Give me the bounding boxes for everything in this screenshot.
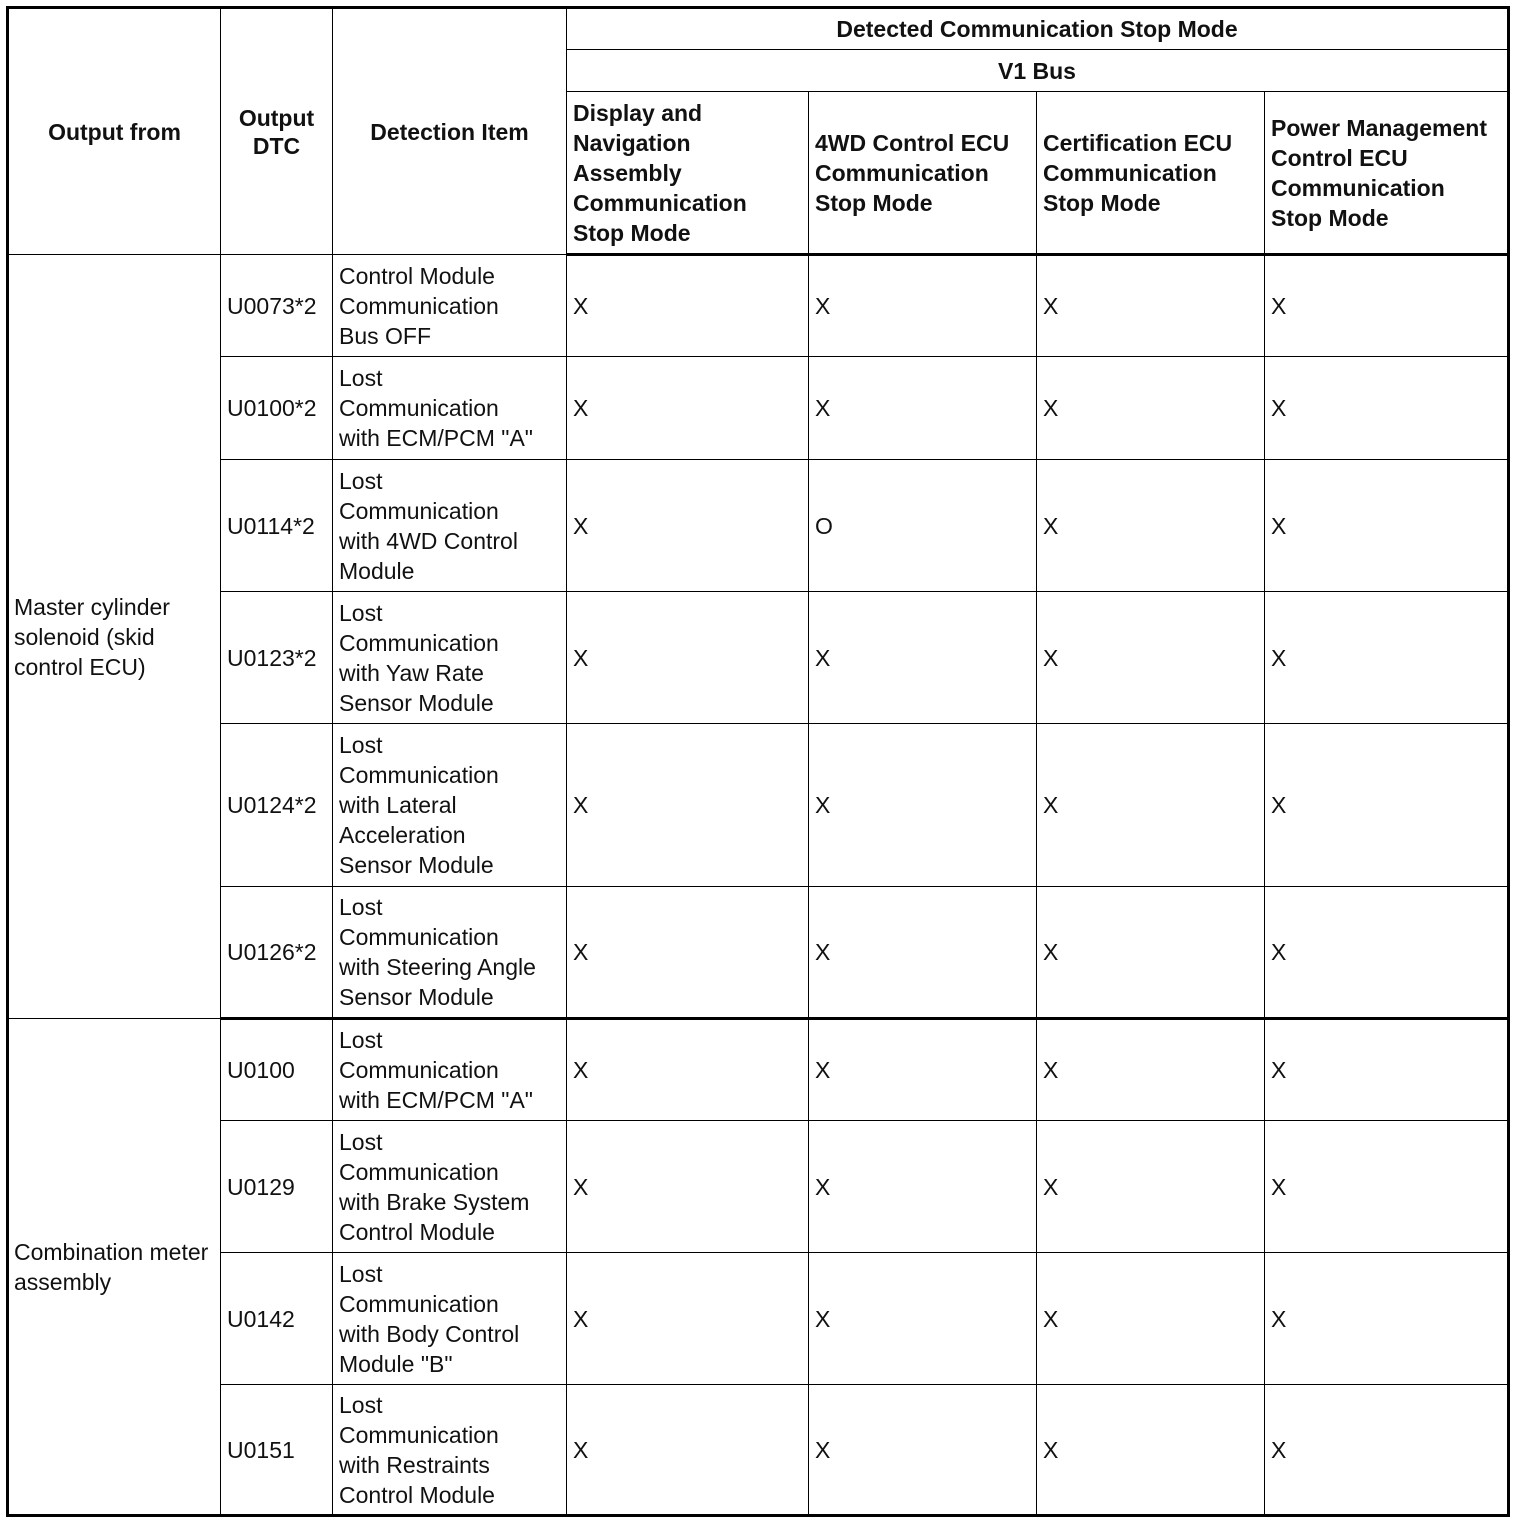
mark-cell: X [567, 357, 809, 460]
header-mode-4wd-control: 4WD Control ECU Communication Stop Mode [809, 92, 1037, 255]
table-row [8, 460, 1509, 592]
mark-cell: X [567, 592, 809, 724]
mark-cell: X [1265, 592, 1509, 724]
dtc-communication-stop-table [6, 6, 1510, 1517]
mark-cell: X [809, 1019, 1037, 1121]
table-row [8, 357, 1509, 460]
dtc-code: U0126*2 [221, 887, 333, 1019]
detection-item: Lost Communication with Yaw Rate Sensor Module [333, 592, 567, 724]
mark-cell: X [809, 724, 1037, 887]
table-row [8, 1019, 1509, 1121]
mark-cell: X [1037, 887, 1265, 1019]
mark-cell: X [1037, 460, 1265, 592]
dtc-code: U0114*2 [221, 460, 333, 592]
source-combination-meter: Combination meter assembly [8, 1019, 221, 1516]
mark-cell: X [1265, 255, 1509, 357]
detection-item: Lost Communication with Lateral Acceleration Sensor Module [333, 724, 567, 887]
mark-cell: X [1037, 255, 1265, 357]
mark-cell: X [809, 357, 1037, 460]
header-mode-display-navigation: Display and Navigation Assembly Communication Stop Mode [567, 92, 809, 255]
mark-cell: X [1265, 460, 1509, 592]
detection-item: Lost Communication with Body Control Module "B" [333, 1253, 567, 1385]
table-row [8, 724, 1509, 887]
mark-cell: X [1037, 1121, 1265, 1253]
header-output-dtc: Output DTC [221, 8, 333, 255]
mark-cell: X [1265, 724, 1509, 887]
table-row [8, 1385, 1509, 1516]
mark-cell: X [1265, 1385, 1509, 1516]
table-row [8, 255, 1509, 357]
mark-cell: X [1037, 724, 1265, 887]
source-master-cylinder: Master cylinder solenoid (skid control ECU) [8, 255, 221, 1019]
header-mode-power-management: Power Management Control ECU Communication Stop Mode [1265, 92, 1509, 255]
dtc-code: U0100 [221, 1019, 333, 1121]
mark-cell: X [567, 1253, 809, 1385]
mark-cell: X [567, 460, 809, 592]
dtc-code: U0142 [221, 1253, 333, 1385]
mark-cell: X [809, 1121, 1037, 1253]
mark-cell: X [1037, 1019, 1265, 1121]
detection-item: Lost Communication with Steering Angle Sensor Module [333, 887, 567, 1019]
detection-item: Control Module Communication Bus OFF [333, 255, 567, 357]
dtc-code: U0151 [221, 1385, 333, 1516]
mark-cell: X [1037, 1385, 1265, 1516]
header-detected-mode: Detected Communication Stop Mode [567, 8, 1509, 50]
mark-cell: O [809, 460, 1037, 592]
mark-cell: X [1265, 1121, 1509, 1253]
mark-cell: X [809, 592, 1037, 724]
detection-item: Lost Communication with ECM/PCM "A" [333, 1019, 567, 1121]
mark-cell: X [809, 1253, 1037, 1385]
mark-cell: X [567, 1019, 809, 1121]
dtc-code: U0129 [221, 1121, 333, 1253]
dtc-code: U0124*2 [221, 724, 333, 887]
header-output-from: Output from [8, 8, 221, 255]
dtc-code: U0073*2 [221, 255, 333, 357]
detection-item: Lost Communication with Brake System Control Module [333, 1121, 567, 1253]
mark-cell: X [567, 724, 809, 887]
table-row [8, 1121, 1509, 1253]
mark-cell: X [809, 887, 1037, 1019]
detection-item: Lost Communication with Restraints Control Module [333, 1385, 567, 1516]
mark-cell: X [1037, 1253, 1265, 1385]
mark-cell: X [809, 1385, 1037, 1516]
mark-cell: X [567, 887, 809, 1019]
table-row [8, 887, 1509, 1019]
dtc-code: U0123*2 [221, 592, 333, 724]
detection-item: Lost Communication with 4WD Control Module [333, 460, 567, 592]
table-row [8, 592, 1509, 724]
table-row [8, 1253, 1509, 1385]
mark-cell: X [1037, 592, 1265, 724]
mark-cell: X [809, 255, 1037, 357]
mark-cell: X [1265, 357, 1509, 460]
header-bus: V1 Bus [567, 50, 1509, 92]
detection-item: Lost Communication with ECM/PCM "A" [333, 357, 567, 460]
mark-cell: X [567, 255, 809, 357]
dtc-code: U0100*2 [221, 357, 333, 460]
mark-cell: X [1265, 887, 1509, 1019]
mark-cell: X [567, 1121, 809, 1253]
header-detection-item: Detection Item [333, 8, 567, 255]
mark-cell: X [567, 1385, 809, 1516]
mark-cell: X [1265, 1019, 1509, 1121]
header-mode-certification: Certification ECU Communication Stop Mode [1037, 92, 1265, 255]
mark-cell: X [1037, 357, 1265, 460]
mark-cell: X [1265, 1253, 1509, 1385]
